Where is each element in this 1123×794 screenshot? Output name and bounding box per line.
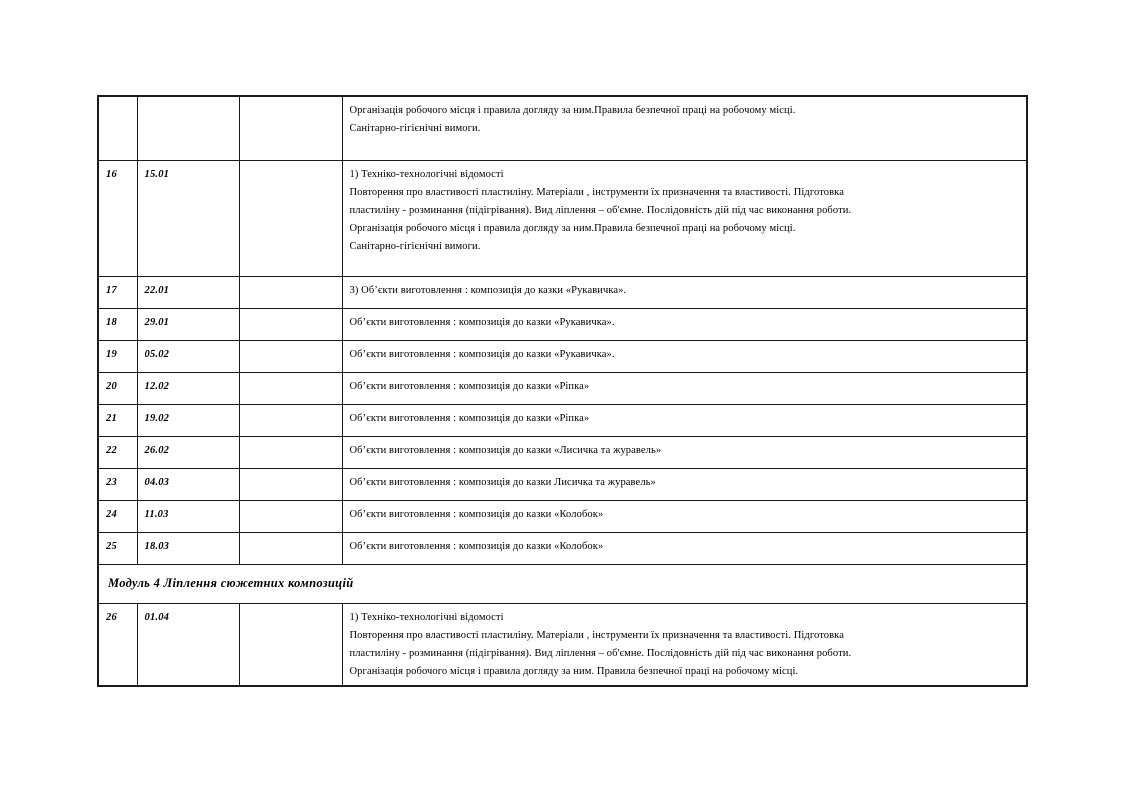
row-empty-cell (239, 277, 342, 309)
table-row (98, 161, 1027, 277)
row-date-cell: 11.03 (137, 501, 239, 533)
table-row (98, 405, 1027, 437)
row-content-cell (342, 501, 1027, 533)
row-content-cell (342, 277, 1027, 309)
row-number-cell (98, 96, 137, 161)
table-row (98, 533, 1027, 565)
table-row (98, 373, 1027, 405)
content-line: Повторення про властивості пластиліну. Матеріали , інструменти їх призначення та властивості. Підготовка (349, 187, 844, 199)
content-line: Організація робочого місця і правила догляду за ним.Правила безпечної праці на робочому місці. (349, 223, 796, 235)
row-empty-cell (239, 309, 342, 341)
row-date-cell: 18.03 (137, 533, 239, 565)
content-line: Санітарно-гігієнічні вимоги. (349, 123, 481, 135)
table-row (98, 309, 1027, 341)
row-number-cell: 22 (98, 437, 137, 469)
table-body (98, 96, 1027, 686)
row-date-cell: 19.02 (137, 405, 239, 437)
row-number-cell: 16 (98, 161, 137, 277)
row-empty-cell (239, 96, 342, 161)
content-line: Об’єкти виготовлення : композиція до казки «Колобок» (349, 541, 604, 552)
row-content-cell (342, 469, 1027, 501)
table-row (98, 341, 1027, 373)
row-number-cell: 25 (98, 533, 137, 565)
content-line: Об’єкти виготовлення : композиція до казки «Колобок» (349, 509, 604, 520)
row-date-cell: 29.01 (137, 309, 239, 341)
content-line: пластиліну - розминання (підігрівання). Вид ліплення – об'ємне. Послідовність дій під час виконання роботи. (349, 205, 852, 217)
content-line: 1) Техніко-технологічні відомості (349, 611, 504, 623)
row-date-cell: 01.04 (137, 603, 239, 686)
content-line: Організація робочого місця і правила догляду за ним. Правила безпечної праці на робочому місці. (349, 665, 799, 677)
row-date-cell: 05.02 (137, 341, 239, 373)
row-content-cell (342, 96, 1027, 161)
content-line: Повторення про властивості пластиліну. Матеріали , інструменти їх призначення та властивості. Підготовка (349, 629, 844, 641)
row-number-cell: 21 (98, 405, 137, 437)
table-row (98, 501, 1027, 533)
content-line: пластиліну - розминання (підігрівання). Вид ліплення – об'ємне. Послідовність дій під час виконання роботи. (349, 647, 852, 659)
content-line: Об’єкти виготовлення : композиція до казки «Рукавичка». (349, 317, 615, 328)
row-date-cell: 26.02 (137, 437, 239, 469)
row-empty-cell (239, 437, 342, 469)
table-row (98, 96, 1027, 161)
row-empty-cell (239, 161, 342, 277)
table-row (98, 277, 1027, 309)
content-line: Об’єкти виготовлення : композиція до казки «Лисичка та журавель» (349, 445, 662, 456)
row-empty-cell (239, 533, 342, 565)
content-line: Об’єкти виготовлення : композиція до казки «Ріпка» (349, 413, 590, 424)
row-content-cell (342, 341, 1027, 373)
row-content-cell (342, 405, 1027, 437)
row-empty-cell (239, 373, 342, 405)
row-empty-cell (239, 341, 342, 373)
row-content-cell (342, 437, 1027, 469)
row-number-cell: 19 (98, 341, 137, 373)
table-row (98, 437, 1027, 469)
row-content-cell (342, 373, 1027, 405)
content-line: 3) Об’єкти виготовлення : композиція до казки «Рукавичка». (349, 285, 627, 296)
lesson-schedule-table (97, 95, 1028, 687)
row-number-cell: 24 (98, 501, 137, 533)
row-empty-cell (239, 469, 342, 501)
row-empty-cell (239, 603, 342, 686)
row-content-cell (342, 161, 1027, 277)
content-line: Об’єкти виготовлення : композиція до казки «Ріпка» (349, 381, 590, 392)
content-line: Об’єкти виготовлення : композиція до казки Лисичка та журавель» (349, 477, 656, 488)
row-date-cell (137, 96, 239, 161)
content-line: 1) Техніко-технологічні відомості (349, 169, 504, 180)
row-number-cell: 26 (98, 603, 137, 686)
row-content-cell (342, 309, 1027, 341)
row-number-cell: 20 (98, 373, 137, 405)
row-number-cell: 23 (98, 469, 137, 501)
row-empty-cell (239, 405, 342, 437)
row-date-cell: 12.02 (137, 373, 239, 405)
table-row (98, 469, 1027, 501)
content-line: Санітарно-гігієнічні вимоги. (349, 241, 481, 253)
row-date-cell: 15.01 (137, 161, 239, 277)
row-empty-cell (239, 501, 342, 533)
content-line: Організація робочого місця і правила догляду за ним.Правила безпечної праці на робочому місці. (349, 105, 796, 116)
module-title: Модуль 4 Ліплення сюжетних композицій (108, 576, 354, 590)
row-content-cell (342, 533, 1027, 565)
row-content-cell (342, 603, 1027, 686)
row-number-cell: 17 (98, 277, 137, 309)
row-date-cell: 04.03 (137, 469, 239, 501)
table-row (98, 603, 1027, 686)
module-heading-row (98, 565, 1027, 604)
content-line: Об’єкти виготовлення : композиція до казки «Рукавичка». (349, 349, 615, 360)
row-date-cell: 22.01 (137, 277, 239, 309)
row-number-cell: 18 (98, 309, 137, 341)
module-heading-cell (98, 565, 1027, 604)
